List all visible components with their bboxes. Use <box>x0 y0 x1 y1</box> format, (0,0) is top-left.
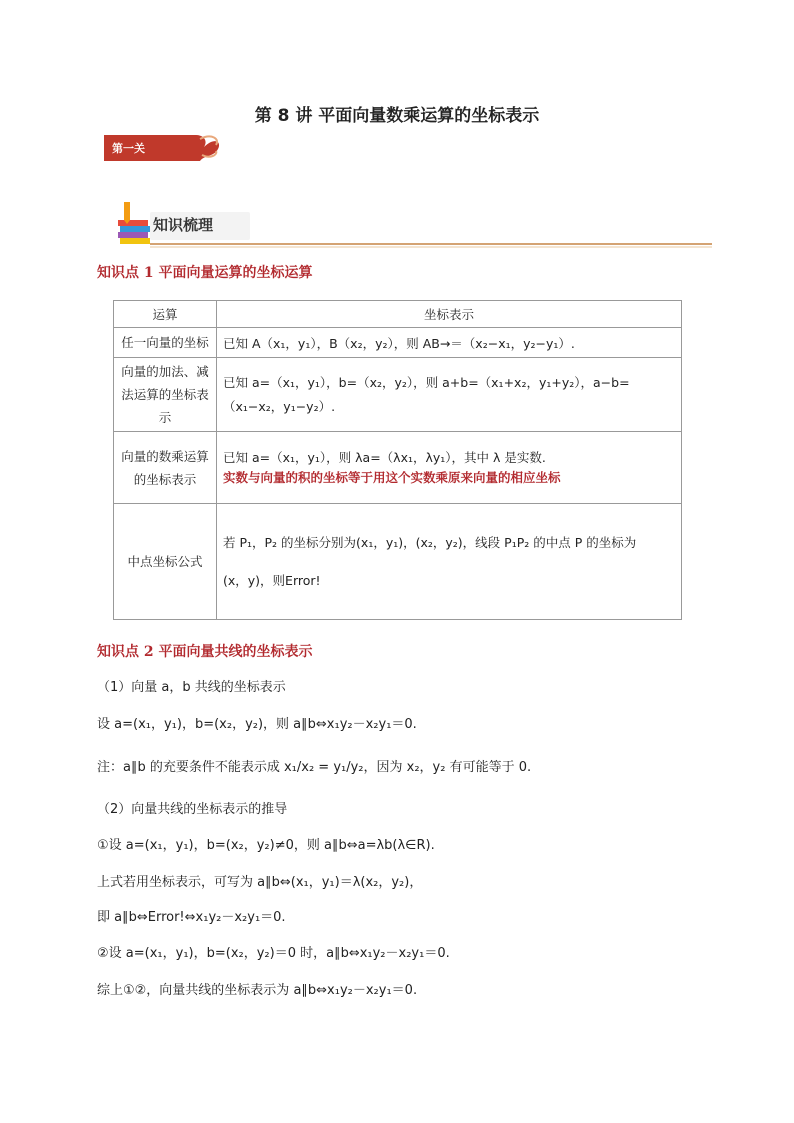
table-row <box>114 504 682 620</box>
kp1-heading: 知识点 1 平面向量运算的坐标运算 <box>97 265 313 281</box>
row-text: (x，y)，则Error! <box>223 572 321 588</box>
header-cell: 运算 <box>114 301 217 328</box>
section-banner-first <box>104 133 222 163</box>
kp2-line: 上式若用坐标表示，可写为 a∥b⇔(x₁，y₁)＝λ(x₂，y₂)， <box>97 875 423 890</box>
banner-label: 知识梳理 <box>153 216 214 234</box>
row-name: 向量的加法、减法运算的坐标表示 <box>114 358 217 432</box>
row-content <box>217 504 682 620</box>
row-content <box>217 432 682 504</box>
table-row <box>114 328 682 358</box>
kp2-heading: 知识点 2 平面向量共线的坐标表示 <box>97 644 313 660</box>
kp2-line: 综上①②，向量共线的坐标表示为 a∥b⇔x₁y₂－x₂y₁＝0. <box>97 983 418 998</box>
page-title: 第 8 讲 平面向量数乘运算的坐标表示 <box>254 106 540 126</box>
row-text: 若 P₁，P₂ 的坐标分别为(x₁，y₁)，(x₂，y₂)，线段 P₁P₂ 的中点 P 的坐标为 <box>223 534 637 550</box>
row-text: 已知 a=（x₁，y₁），则 λa=（λx₁，λy₁），其中 λ 是实数. <box>223 449 546 465</box>
kp2-note: 注：a∥b 的充要条件不能表示成 x₁/x₂ = y₁/y₂，因为 x₂，y₂ 有可能等于 0. <box>97 760 532 775</box>
header-cell: 坐标表示 <box>217 301 682 328</box>
kp2-line: （1）向量 a，b 共线的坐标表示 <box>97 680 286 695</box>
banner-label: 第一关 <box>112 142 145 155</box>
kp2-line: ②设 a=(x₁，y₁)，b=(x₂，y₂)＝0 时，a∥b⇔x₁y₂－x₂y₁＝0. <box>97 946 450 961</box>
table-row <box>114 358 682 432</box>
kp2-line: 即 a∥b⇔Error!⇔x₁y₂－x₂y₁＝0. <box>97 910 286 925</box>
row-name: 中点坐标公式 <box>114 504 217 620</box>
table-row <box>114 432 682 504</box>
kp2-line: ①设 a=(x₁，y₁)，b=(x₂，y₂)≠0，则 a∥b⇔a=λb(λ∈R). <box>97 838 435 853</box>
section-banner-knowledge <box>116 200 716 250</box>
row-name: 向量的数乘运算的坐标表示 <box>114 432 217 504</box>
row-note: 实数与向量的积的坐标等于用这个实数乘原来向量的相应坐标 <box>223 469 561 485</box>
row-name: 任一向量的坐标 <box>114 328 217 358</box>
kp2-line: （2）向量共线的坐标表示的推导 <box>97 802 288 817</box>
table-header-row <box>114 301 682 328</box>
coordinate-operations-table <box>113 300 682 620</box>
kp2-line: 设 a=(x₁，y₁)，b=(x₂，y₂)，则 a∥b⇔x₁y₂－x₂y₁＝0. <box>97 717 417 732</box>
row-content: 已知 A（x₁，y₁），B（x₂，y₂），则 AB→＝（x₂−x₁，y₂−y₁）. <box>217 328 682 358</box>
row-content: 已知 a=（x₁，y₁），b=（x₂，y₂），则 a+b=（x₁+x₂，y₁+y₂），a−b=（x₁−x₂，y₁−y₂）. <box>217 358 682 432</box>
